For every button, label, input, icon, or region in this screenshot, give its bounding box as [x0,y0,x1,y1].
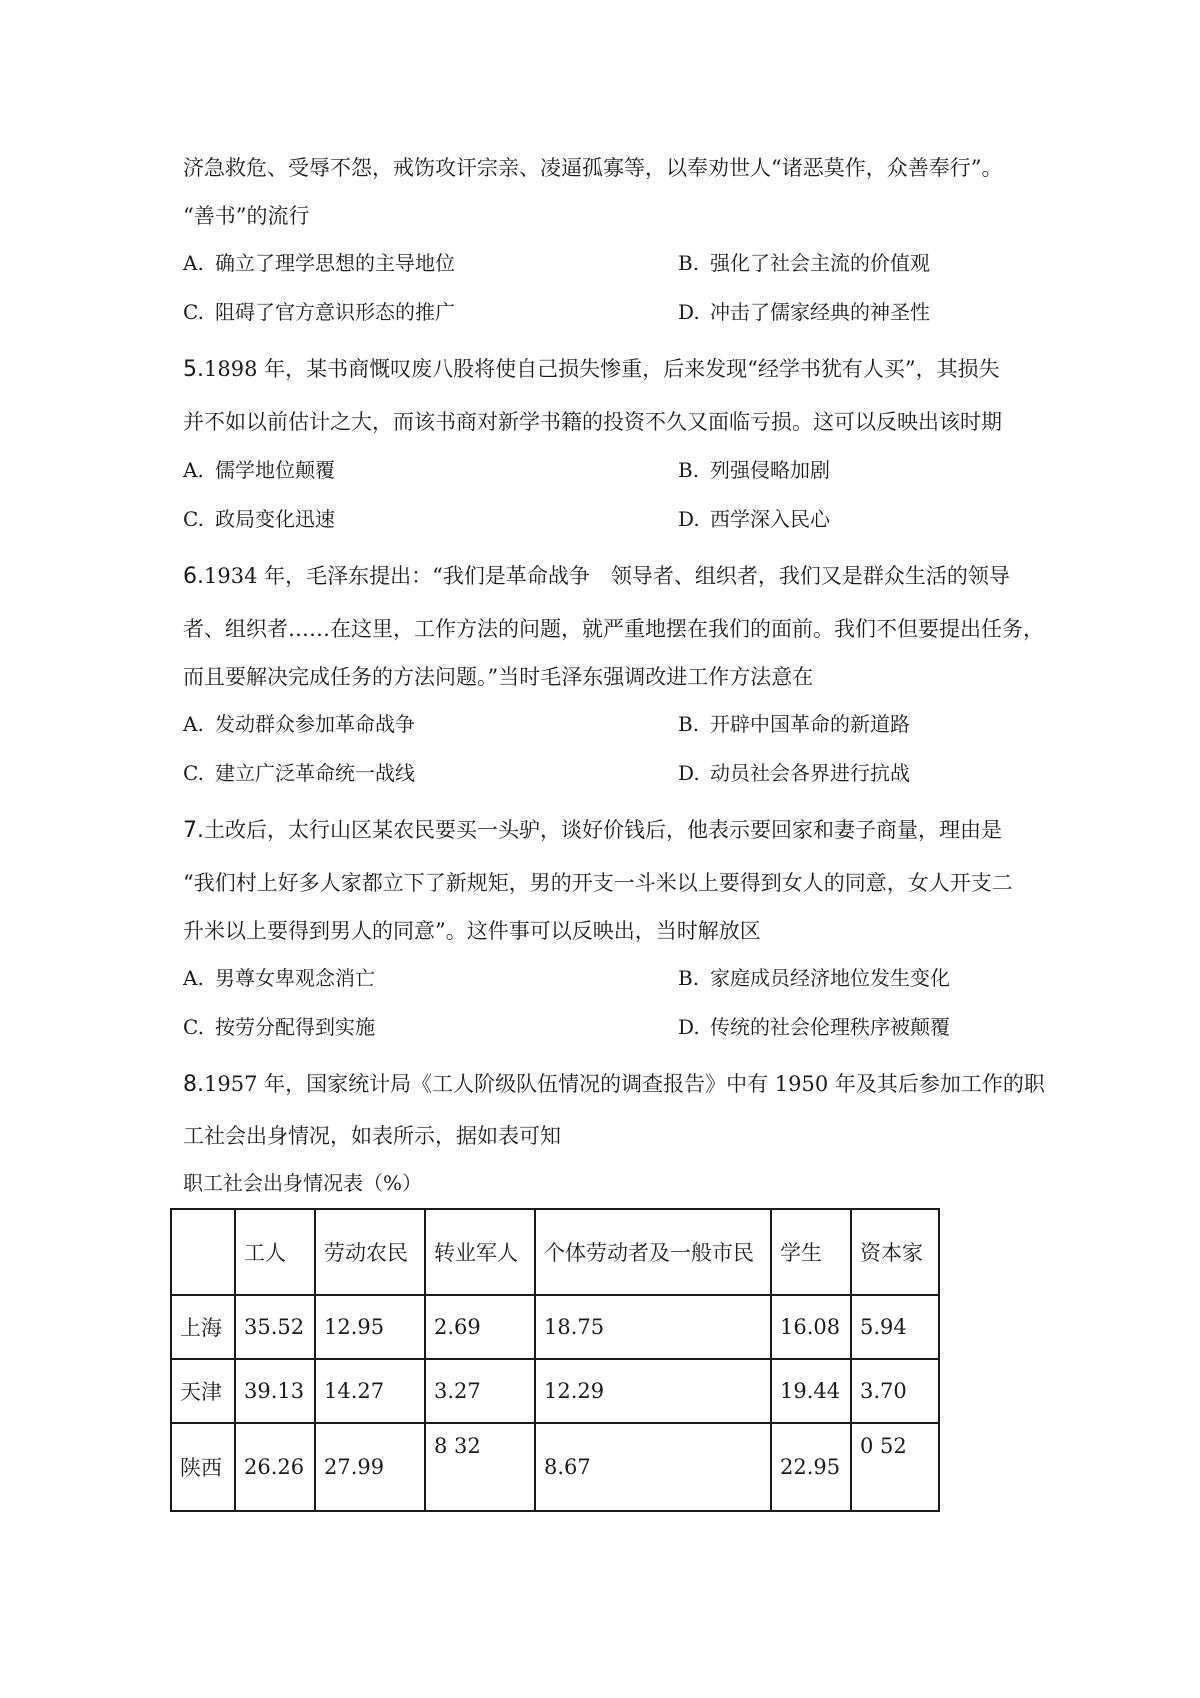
q5-option-c[interactable] [183,504,335,534]
option-text: 家庭成员经济地位发生变化 [710,966,950,990]
table-cell: 19.44 [771,1359,851,1423]
q4-option-a[interactable] [183,248,455,278]
q7-stem-line-2: “我们村上好多人家都立下了新规矩，男的开支一斗米以上要得到女人的同意，女人开支二 [183,871,1013,895]
option-text: 开辟中国革命的新道路 [710,712,910,736]
option-letter: D. [678,1015,700,1039]
table-cell: 12.95 [315,1295,425,1359]
option-letter: B. [678,251,700,275]
q7-stem-text: 土改后，太行山区某农民要买一头驴，谈好价钱后，他表示要回家和妻子商量，理由是 [204,818,1002,842]
table-header-cell: 学生 [771,1209,851,1295]
table-header-cell: 个体劳动者及一般市民 [535,1209,771,1295]
table-header-row [171,1209,939,1295]
table-cell: 22.95 [771,1423,851,1511]
table-cell: 14.27 [315,1359,425,1423]
table-row [171,1423,939,1511]
option-text: 建立广泛革命统一战线 [215,761,415,785]
question-number: 6. [183,564,204,589]
option-letter: A. [183,712,204,736]
table-cell: 0 52 [851,1423,939,1511]
table-header-cell [171,1209,235,1295]
option-text: 动员社会各界进行抗战 [710,761,910,785]
table-cell: 16.08 [771,1295,851,1359]
option-text: 冲击了儒家经典的神圣性 [710,300,930,324]
q6-option-a[interactable] [183,709,415,739]
option-letter: B. [678,458,700,482]
option-letter: A. [183,966,204,990]
option-letter: C. [183,761,204,785]
table-cell: 18.75 [535,1295,771,1359]
table-cell: 8 32 [425,1423,535,1511]
table-header-cell: 资本家 [851,1209,939,1295]
worker-origin-table [170,1208,940,1512]
table-header-cell: 工人 [235,1209,315,1295]
option-letter: B. [678,966,700,990]
table-cell: 8.67 [535,1423,771,1511]
option-text: 确立了理学思想的主导地位 [215,251,455,275]
q8-stem-line-1 [183,1069,1045,1100]
option-letter: D. [678,300,700,324]
table-cell: 39.13 [235,1359,315,1423]
q6-option-b[interactable] [678,709,910,739]
q6-stem-line-1 [183,561,1010,592]
q4-option-c[interactable] [183,297,455,327]
table-cell: 27.99 [315,1423,425,1511]
table-caption: 职工社会出身情况表（%） [183,1171,423,1195]
option-letter: D. [678,761,700,785]
table-cell: 35.52 [235,1295,315,1359]
question-number: 5. [183,357,204,382]
option-text: 儒学地位颠覆 [215,458,335,482]
option-letter: B. [678,712,700,736]
question-number: 8. [183,1072,204,1097]
option-text: 传统的社会伦理秩序被颠覆 [710,1015,950,1039]
table-cell: 3.27 [425,1359,535,1423]
q7-option-a[interactable] [183,963,375,993]
table-header-cell: 转业军人 [425,1209,535,1295]
q6-stem-line-3: 而且要解决完成任务的方法问题。”当时毛泽东强调改进工作方法意在 [183,665,814,689]
q6-option-d[interactable] [678,758,910,788]
option-letter: C. [183,300,204,324]
q6-stem-text: 1934 年，毛泽东提出：“我们是革命战争 领导者、组织者，我们又是群众生活的领导 [204,564,1010,588]
q6-stem-line-2: 者、组织者……在这里，工作方法的问题，就严重地摆在我们的面前。我们不但要提出任务， [183,617,1044,641]
table-cell: 12.29 [535,1359,771,1423]
option-text: 强化了社会主流的价值观 [710,251,930,275]
option-text: 列强侵略加剧 [710,458,830,482]
table-cell: 5.94 [851,1295,939,1359]
q7-option-c[interactable] [183,1012,375,1042]
q7-option-d[interactable] [678,1012,950,1042]
option-letter: C. [183,507,204,531]
option-letter: D. [678,507,700,531]
table-cell: 26.26 [235,1423,315,1511]
option-text: 阻碍了官方意识形态的推广 [215,300,455,324]
table-header-cell: 劳动农民 [315,1209,425,1295]
table-cell: 天津 [171,1359,235,1423]
q8-stem-text: 1957 年，国家统计局《工人阶级队伍情况的调查报告》中有 1950 年及其后参加工作的职 [204,1072,1045,1096]
option-text: 发动群众参加革命战争 [215,712,415,736]
option-text: 西学深入民心 [710,507,830,531]
q7-stem-line-1 [183,815,1002,846]
option-letter: A. [183,458,204,482]
q5-option-d[interactable] [678,504,830,534]
q5-option-a[interactable] [183,455,335,485]
table-cell: 2.69 [425,1295,535,1359]
table-cell: 上海 [171,1295,235,1359]
q4-option-b[interactable] [678,248,930,278]
table-row [171,1359,939,1423]
table-cell: 陕西 [171,1423,235,1511]
option-letter: C. [183,1015,204,1039]
q4-option-d[interactable] [678,297,930,327]
q4-stem-line-1: 济急救危、受辱不怨，戒饬攻讦宗亲、凌逼孤寡等，以奉劝世人“诸恶莫作，众善奉行”。 [183,156,1003,180]
option-letter: A. [183,251,204,275]
q6-option-c[interactable] [183,758,415,788]
option-text: 按劳分配得到实施 [215,1015,375,1039]
q4-stem-line-2: “善书”的流行 [183,204,310,228]
q5-stem-line-1 [183,354,1000,385]
option-text: 政局变化迅速 [215,507,335,531]
q7-stem-line-3: 升米以上要得到男人的同意”。这件事可以反映出，当时解放区 [183,919,761,943]
option-text: 男尊女卑观念消亡 [215,966,375,990]
q5-stem-text: 1898 年，某书商慨叹废八股将使自己损失惨重，后来发现“经学书犹有人买”，其损失 [204,357,1000,381]
q8-stem-line-2: 工社会出身情况，如表所示，据如表可知 [183,1124,561,1148]
table-cell: 3.70 [851,1359,939,1423]
table-row [171,1295,939,1359]
q7-option-b[interactable] [678,963,950,993]
q5-stem-line-2: 并不如以前估计之大，而该书商对新学书籍的投资不久又面临亏损。这可以反映出该时期 [183,410,1002,434]
question-number: 7. [183,818,204,843]
q5-option-b[interactable] [678,455,830,485]
